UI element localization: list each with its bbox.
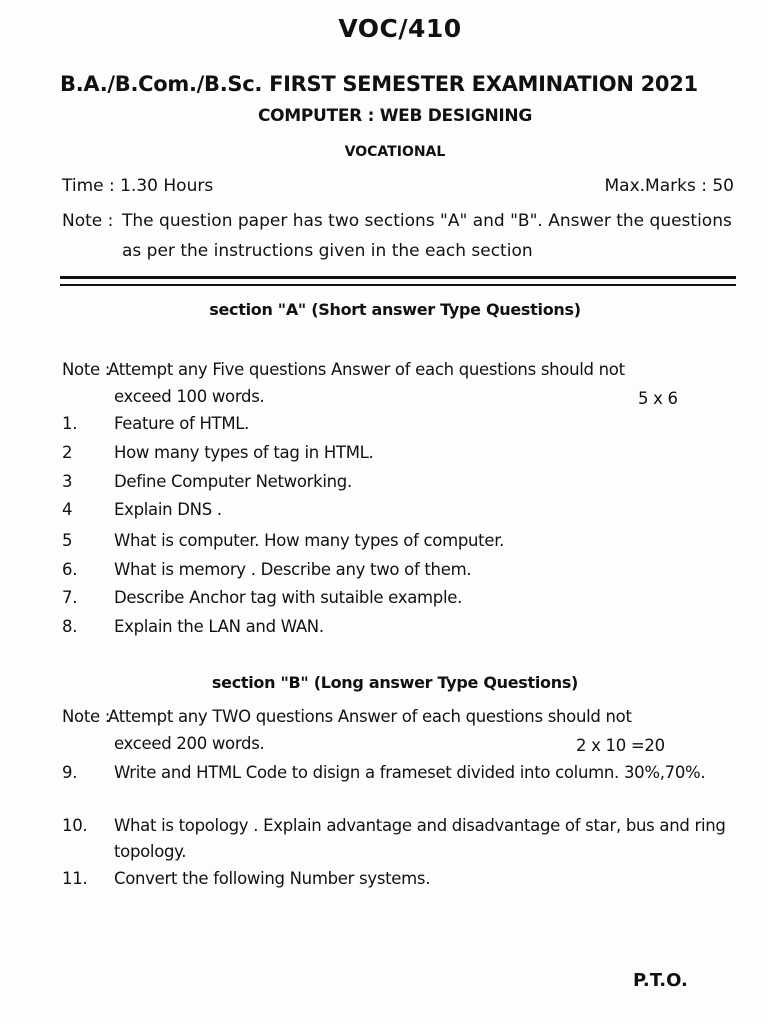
header-divider-thin: [60, 284, 736, 286]
question-number: 1.: [62, 414, 78, 433]
subject-title: COMPUTER : WEB DESIGNING: [257, 106, 533, 126]
section-a-heading: section "A" (Short answer Type Questions): [209, 300, 581, 319]
question-text: Write and HTML Code to disign a frameset divided into column. 30%,70%.: [114, 763, 706, 782]
section-a-note-line1: Attempt any Five questions Answer of each questions should not: [108, 360, 625, 379]
section-b-marks-scheme: 2 x 10 =20: [576, 736, 665, 755]
exam-title: B.A./B.Com./B.Sc. FIRST SEMESTER EXAMINATION 2021: [60, 72, 698, 96]
question-text: Define Computer Networking.: [114, 472, 352, 491]
question-text: What is topology . Explain advantage and disadvantage of star, bus and ring topology.: [114, 816, 726, 861]
question-number: 6.: [62, 560, 78, 579]
question-number: 2: [62, 443, 73, 462]
section-b-note-line1: Attempt any TWO questions Answer of each questions should not: [108, 707, 632, 726]
page-turn-over: P.T.O.: [633, 970, 688, 991]
question-number: 9.: [62, 763, 78, 782]
question-number: 5: [62, 531, 73, 550]
section-b-note-line2: exceed 200 words.: [114, 734, 265, 753]
section-b-note-label: Note :: [62, 707, 111, 726]
general-note-text: The question paper has two sections "A" and "B". Answer the questions as per the instructions given in the each section: [122, 211, 732, 261]
question-number: 8.: [62, 617, 78, 636]
question-number: 3: [62, 472, 73, 491]
question-number: 4: [62, 500, 73, 519]
category-label: VOCATIONAL: [344, 144, 446, 160]
question-number: 7.: [62, 588, 78, 607]
question-text: Feature of HTML.: [114, 414, 250, 433]
question-number: 10.: [62, 816, 88, 835]
question-number: 11.: [62, 869, 88, 888]
section-a-note-line2: exceed 100 words.: [114, 387, 265, 406]
question-text: Explain DNS .: [114, 500, 222, 519]
section-b-heading: section "B" (Long answer Type Questions): [211, 673, 579, 692]
question-text: Explain the LAN and WAN.: [114, 617, 324, 636]
question-text: What is computer. How many types of computer.: [114, 531, 505, 550]
paper-code: VOC/410: [338, 14, 462, 43]
general-note-label: Note :: [62, 211, 114, 231]
time-duration: Time : 1.30 Hours: [62, 176, 214, 196]
question-text: What is memory . Describe any two of them.: [114, 560, 472, 579]
max-marks: Max.Marks : 50: [604, 176, 734, 196]
header-divider-thick: [60, 276, 736, 279]
question-text: Describe Anchor tag with sutaible example.: [114, 588, 463, 607]
section-a-note-label: Note :: [62, 360, 111, 379]
question-text: How many types of tag in HTML.: [114, 443, 374, 462]
question-text: Convert the following Number systems.: [114, 869, 431, 888]
section-a-marks-scheme: 5 x 6: [638, 389, 678, 408]
